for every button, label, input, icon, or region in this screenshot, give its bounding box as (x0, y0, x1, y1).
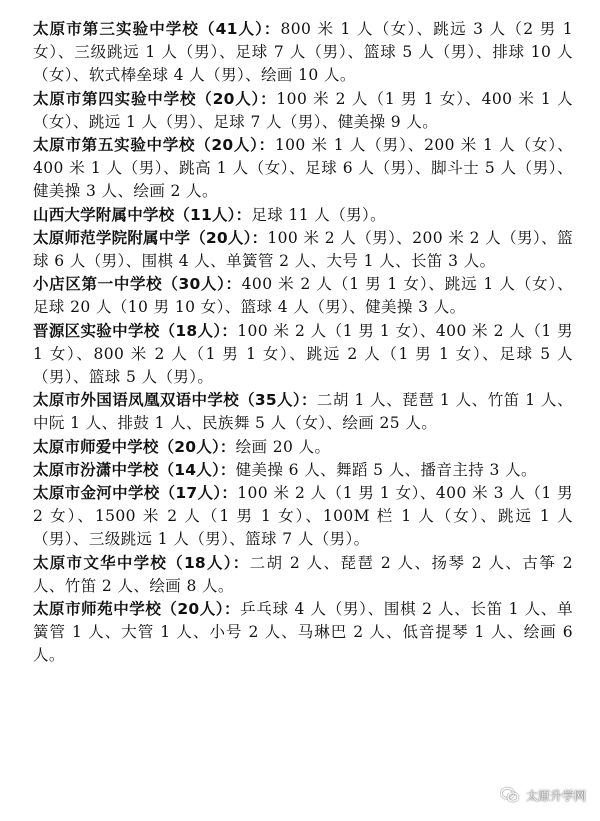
list-item (33, 482, 573, 552)
school-name: 太原市文华中学校（18人）： (33, 553, 250, 572)
school-detail: 400 米 2 人（1 男 1 女）、跳远 1 人（女）、足球 20 人（10 男 10 女）、篮球 4 人（男）、健美操 3 人。 (33, 275, 573, 317)
school-name: 太原市金河中学校（17人）： (33, 484, 238, 503)
school-name: 晋源区实验中学校（18人）： (33, 321, 238, 340)
list-item (33, 598, 573, 668)
school-name: 太原市外国语凤凰双语中学校（35人）： (33, 391, 317, 410)
school-detail: 足球 11 人（男）。 (251, 205, 387, 224)
list-item (33, 459, 573, 482)
school-name: 太原市师苑中学校（20人）： (33, 600, 241, 619)
list-item (33, 389, 573, 435)
school-detail: 乒乓球 4 人（男）、围棋 2 人、长笛 1 人、单簧管 1 人、大管 1 人、小号 2 人、马琳巴 2 人、低音提琴 1 人、绘画 6 人。 (33, 600, 573, 665)
school-detail: 二胡 2 人、琵琶 2 人、扬琴 2 人、古筝 2 人、竹笛 2 人、绘画 8 人。 (33, 553, 574, 595)
school-detail: 二胡 1 人、琵琶 1 人、竹笛 1 人、中阮 1 人、排鼓 1 人、民族舞 5 人（女）、绘画 25 人。 (33, 391, 573, 433)
school-detail: 100 米 2 人（男）、200 米 2 人（男）、篮球 6 人（男）、围棋 4 人、单簧管 2 人、大号 1 人、长笛 3 人。 (33, 228, 573, 271)
school-detail: 100 米 2 人（1 男 1 女）、400 米 2 人（1 男 1 女）、800 米 2 人（1 男 1 女）、跳远 2 人（1 男 1 女）、足球 5 人（男）、篮球 5 人（男）。 (33, 321, 573, 387)
school-list (33, 18, 573, 668)
list-item (33, 18, 573, 88)
school-name: 太原市汾潇中学校（14人）： (33, 460, 236, 479)
list-item (33, 88, 573, 134)
school-detail: 800 米 1 人（女）、跳远 3 人（2 男 1 女）、三级跳远 1 人（男）、足球 7 人（男）、篮球 5 人（男）、排球 10 人（女）、软式棒垒球 4 人（男）、绘画 10 人。 (33, 20, 573, 85)
wechat-icon (500, 785, 520, 805)
school-detail: 绘画 20 人。 (235, 437, 331, 456)
school-name: 太原市师爱中学校（20人）： (33, 437, 236, 456)
watermark (500, 785, 586, 805)
school-detail: 健美操 6 人、舞蹈 5 人、播音主持 3 人。 (235, 460, 537, 479)
school-detail: 100 米 2 人（1 男 1 女）、400 米 1 人（女）、跳远 1 人（男）、足球 7 人（男）、健美操 9 人。 (33, 89, 573, 131)
list-item (33, 436, 573, 459)
list-item (33, 552, 573, 598)
school-detail: 100 米 2 人（1 男 1 女）、400 米 3 人（1 男 2 女）、1500 米 2 人（1 男 1 女）、100M 栏 1 人（女）、跳远 1 人（男）、三级跳远 1 人（男）、篮球 7 人（男）。 (33, 484, 573, 549)
list-item (33, 320, 573, 390)
list-item (33, 273, 573, 319)
school-detail: 100 米 1 人（男）、200 米 1 人（女）、400 米 1 人（男）、跳高 1 人（女）、足球 6 人（男）、脚斗士 5 人（男）、健美操 3 人、绘画 2 人。 (33, 136, 573, 201)
school-name: 太原师范学院附属中学（20人）： (33, 228, 268, 247)
list-item (33, 227, 573, 273)
school-name: 太原市第五实验中学校（20人）： (33, 136, 275, 155)
school-name: 小店区第一中学校（30人）： (33, 275, 242, 294)
watermark-text: 太原升学网 (525, 788, 586, 803)
school-name: 太原市第三实验中学校（41人）： (33, 20, 281, 38)
list-item (33, 204, 573, 227)
list-item (33, 134, 573, 204)
school-name: 太原市第四实验中学校（20人）： (33, 89, 277, 108)
school-name: 山西大学附属中学校（11人）： (33, 205, 252, 224)
